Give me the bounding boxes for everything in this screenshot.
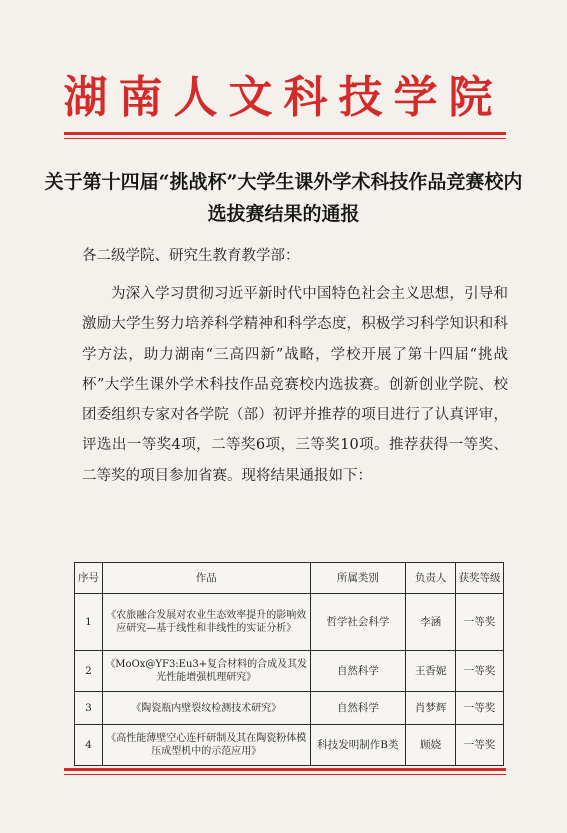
cell-award: 一等奖 bbox=[456, 725, 504, 766]
cell-index: 2 bbox=[75, 651, 103, 692]
header-award: 获奖等级 bbox=[456, 563, 504, 594]
cell-index: 1 bbox=[75, 594, 103, 651]
header-rule-thin bbox=[64, 138, 506, 139]
header-work: 作品 bbox=[102, 563, 310, 594]
cell-work: 《高性能薄壁空心连杆研制及其在陶瓷粉体模压成型机中的示范应用》 bbox=[102, 725, 310, 766]
cell-category: 自然科学 bbox=[310, 651, 406, 692]
header-leader: 负责人 bbox=[406, 563, 456, 594]
header-index: 序号 bbox=[75, 563, 103, 594]
table-row bbox=[75, 594, 504, 651]
institution-header: 湖南人文科技学院 bbox=[63, 72, 504, 123]
cell-index: 3 bbox=[75, 692, 103, 725]
cell-award: 一等奖 bbox=[456, 692, 504, 725]
table-header-row bbox=[75, 563, 504, 594]
cell-award: 一等奖 bbox=[456, 651, 504, 692]
cell-work: 《陶瓷瓶内壁裂纹检测技术研究》 bbox=[102, 692, 310, 725]
results-table bbox=[74, 562, 504, 766]
notice-body: 为深入学习贯彻习近平新时代中国特色社会主义思想，引导和激励大学生努力培养科学精神和科学态度，积极学习科学知识和科学方法，助力湖南“三高四新”战略，学校开展了第十四届“挑战杯”大学生课外学术科技作品竞赛校内选拔赛。创新创业学院、校团委组织专家对各学院（部）初评并推荐的项目进行了认真评审，评选出一等奖4项，二等奖6项，三等奖10项。推荐获得一等奖、二等奖的项目参加省赛。现将结果通报如下： bbox=[82, 286, 508, 484]
cell-leader: 王香妮 bbox=[406, 651, 456, 692]
table-row bbox=[75, 651, 504, 692]
footer-rule-thick bbox=[64, 768, 506, 771]
cell-category: 自然科学 bbox=[310, 692, 406, 725]
notice-salutation: 各二级学院、研究生教育教学部： bbox=[82, 248, 300, 264]
cell-category: 科技发明制作B类 bbox=[310, 725, 406, 766]
notice-title: 关于第十四届“挑战杯”大学生课外学术科技作品竞赛校内选拔赛结果的通报 bbox=[44, 171, 523, 225]
cell-leader: 肖梦辉 bbox=[406, 692, 456, 725]
cell-index: 4 bbox=[75, 725, 103, 766]
footer-rule-thin bbox=[64, 774, 506, 775]
table-row bbox=[75, 692, 504, 725]
cell-work: 《MoOx@YF3:Eu3+复合材料的合成及其发光性能增强机理研究》 bbox=[102, 651, 310, 692]
cell-category: 哲学社会科学 bbox=[310, 594, 406, 651]
header-category: 所属类别 bbox=[310, 563, 406, 594]
cell-award: 一等奖 bbox=[456, 594, 504, 651]
cell-work: 《农旅融合发展对农业生态效率提升的影响效应研究—基于线性和非线性的实证分析》 bbox=[102, 594, 310, 651]
table-row bbox=[75, 725, 504, 766]
cell-leader: 顾娆 bbox=[406, 725, 456, 766]
header-rule-thick bbox=[64, 132, 506, 135]
cell-leader: 李涵 bbox=[406, 594, 456, 651]
